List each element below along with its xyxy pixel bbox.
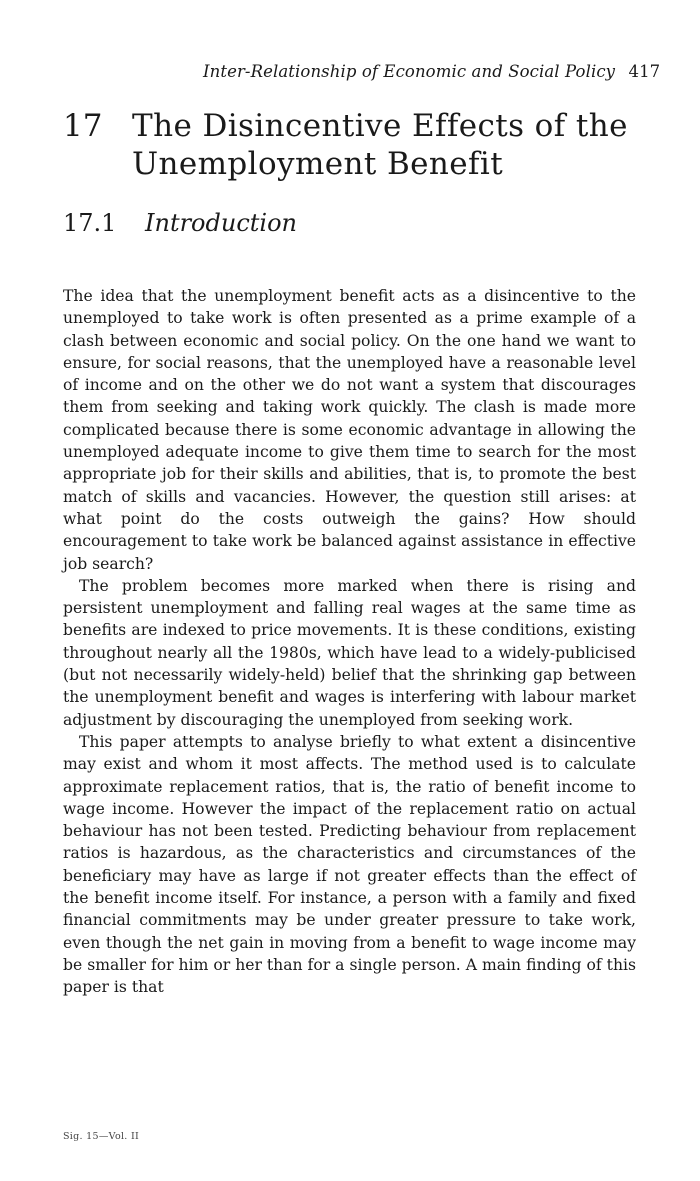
footer-signature: Sig. 15—Vol. II: [63, 1131, 140, 1142]
body-text: [63, 285, 636, 999]
paragraph-3: This paper attempts to analyse briefly to what extent a disincentive may exist and whom it most affects. The method used is to calculate approximate replacement ratios, that is, the ratio of benefit income to wage income. However the impact of the replacement ratio on actual behaviour has not been tested. Predicting behaviour from replacement ratios is hazardous, as the characteristics and circumstances of the beneficiary may have as large if not greater effects than the effect of the benefit income itself. For instance, a person with a family and fixed financial commitments may be under greater pressure to take work, even though the net gain in moving from a benefit to wage income may be smaller for him or her than for a single person. A main finding of this paper is that: [63, 732, 636, 997]
running-head-title: Inter-Relationship of Economic and Social Policy: [203, 62, 616, 81]
chapter-number: 17: [63, 108, 103, 144]
page-number: 417: [628, 62, 661, 81]
section-number: 17.1: [63, 209, 117, 237]
paragraph-2: The problem becomes more marked when there is rising and persistent unemployment and falling real wages at the same time as benefits are indexed to price movements. It is these conditions, existing throughout nearly all the 1980s, which have lead to a widely-publicised (but not necessarily widely-held) belief that the shrinking gap between the unemployment benefit and wages is interfering with labour market adjustment by discouraging the unemployed from seeking work.: [63, 576, 636, 729]
section-title: Introduction: [145, 209, 297, 237]
running-head: [203, 62, 661, 81]
chapter-title: [132, 107, 632, 183]
chapter-title-line-1: The Disincentive Effects of the: [132, 108, 628, 144]
paragraph-1: The idea that the unemployment benefit acts as a disincentive to the unemployed to take work is often presented as a prime example of a clash between economic and social policy. On the one hand we want to ensure, for social reasons, that the unemployed have a reasonable level of income and on the other we do not want a system that discourages them from seeking and taking work quickly. The clash is made more complicated because there is some economic advantage in allowing the unemployed adequate income to give them time to search for the most appropriate job for their skills and abilities, that is, to promote the best match of skills and vacancies. However, the question still arises: at what point do the costs outweigh the gains? How should encouragement to take work be balanced against assistance in effective job search?: [63, 287, 636, 573]
chapter-title-line-2: Unemployment Benefit: [132, 146, 504, 182]
